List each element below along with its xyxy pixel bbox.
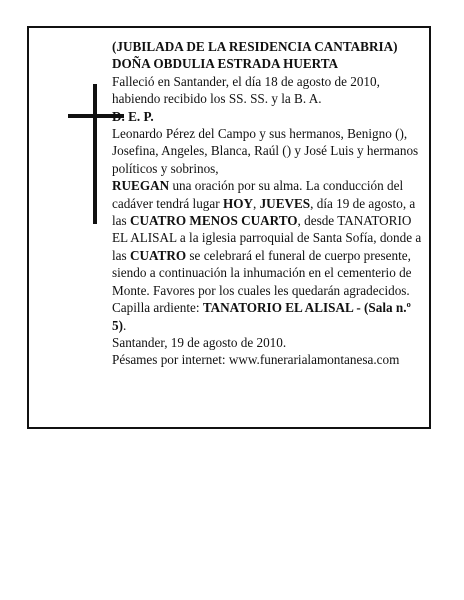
deceased-name: DOÑA OBDULIA ESTRADA HUERTA [112, 56, 339, 72]
header-line: (JUBILADA DE LA RESIDENCIA CANTABRIA) [112, 39, 398, 54]
date-line: Santander, 19 de agosto de 2010. [112, 334, 287, 350]
family-text: Leonardo Pérez del Campo y sus hermanos, Benigno (), Josefina, Angeles, Blanca, Raúl () y José Luis y hermanos políticos y sobrinos, [112, 126, 419, 176]
death-text: Falleció en Santander, el día 18 de agosto de 2010, habiendo recibido los SS. SS. y la B. A. [112, 73, 380, 107]
capilla-line: Capilla ardiente: TANATORIO EL ALISAL - (Sala n.º 5). [112, 300, 411, 333]
dep-line: D. E. P. [112, 108, 154, 124]
pesames-line: Pésames por internet: www.funerarialamontanesa.com [112, 352, 400, 368]
cross-icon-vertical [93, 84, 97, 224]
obituary-text [112, 38, 422, 369]
ceremony-paragraph: RUEGAN una oración por su alma. La conducción del cadáver tendrá lugar HOY, JUEVES, día 19 de agosto, a las CUATRO MENOS CUARTO, desde TANATORIO EL ALISAL a la iglesia parroquial de Santa Sofía, donde a las CUATRO se celebrará el funeral de cuerpo presente, siendo a continuación la inhumación en el cementerio de Monte. Favores por los cuales les quedarán agradecidos. [112, 178, 422, 298]
